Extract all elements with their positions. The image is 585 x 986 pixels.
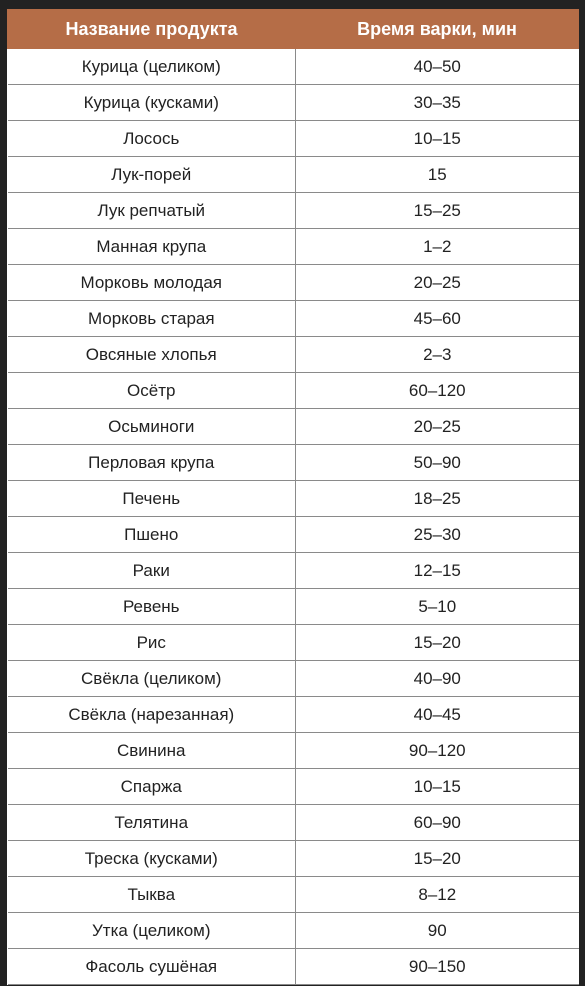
time-cell: 15–25 [296,193,579,229]
time-cell: 90 [296,913,579,949]
table-row [8,913,579,949]
time-cell: 40–90 [296,661,579,697]
header-row [8,10,579,49]
product-cell: Печень [8,481,296,517]
product-cell: Осьминоги [8,409,296,445]
product-cell: Лосось [8,121,296,157]
time-cell: 20–25 [296,265,579,301]
time-cell: 10–15 [296,769,579,805]
product-cell: Фасоль сушёная [8,949,296,985]
time-cell: 50–90 [296,445,579,481]
product-cell: Рис [8,625,296,661]
table-row [8,85,579,121]
table-row [8,769,579,805]
time-cell: 40–50 [296,49,579,85]
table-row [8,553,579,589]
product-cell: Морковь старая [8,301,296,337]
product-cell: Лук репчатый [8,193,296,229]
product-cell: Манная крупа [8,229,296,265]
table-row [8,157,579,193]
time-cell: 8–12 [296,877,579,913]
product-cell: Треска (кусками) [8,841,296,877]
product-cell: Тыква [8,877,296,913]
time-cell: 20–25 [296,409,579,445]
time-cell: 45–60 [296,301,579,337]
product-cell: Курица (кусками) [8,85,296,121]
product-cell: Морковь молодая [8,265,296,301]
time-cell: 15–20 [296,625,579,661]
table-row [8,841,579,877]
time-cell: 40–45 [296,697,579,733]
table-row [8,589,579,625]
table-row [8,373,579,409]
time-cell: 90–150 [296,949,579,985]
product-cell: Пшено [8,517,296,553]
time-cell: 15–20 [296,841,579,877]
product-cell: Осётр [8,373,296,409]
time-cell: 1–2 [296,229,579,265]
table-row [8,121,579,157]
table-row [8,337,579,373]
table-row [8,733,579,769]
table-row [8,517,579,553]
table-row [8,877,579,913]
time-cell: 10–15 [296,121,579,157]
table-row [8,661,579,697]
product-cell: Телятина [8,805,296,841]
table-row [8,49,579,85]
product-cell: Ревень [8,589,296,625]
time-cell: 25–30 [296,517,579,553]
product-cell: Курица (целиком) [8,49,296,85]
product-cell: Свёкла (нарезанная) [8,697,296,733]
table-row [8,229,579,265]
product-cell: Овсяные хлопья [8,337,296,373]
time-cell: 90–120 [296,733,579,769]
cooking-time-table [7,9,579,985]
table-row [8,949,579,985]
table-row [8,625,579,661]
time-cell: 5–10 [296,589,579,625]
product-cell: Раки [8,553,296,589]
time-cell: 2–3 [296,337,579,373]
product-cell: Утка (целиком) [8,913,296,949]
time-cell: 18–25 [296,481,579,517]
time-cell: 60–120 [296,373,579,409]
table-row [8,697,579,733]
product-cell: Свинина [8,733,296,769]
table-row [8,481,579,517]
table-row [8,301,579,337]
table-body [8,49,579,985]
product-cell: Спаржа [8,769,296,805]
time-cell: 12–15 [296,553,579,589]
table-row [8,805,579,841]
time-cell: 60–90 [296,805,579,841]
table-row [8,445,579,481]
product-cell: Лук-порей [8,157,296,193]
time-cell: 30–35 [296,85,579,121]
product-cell: Свёкла (целиком) [8,661,296,697]
product-cell: Перловая крупа [8,445,296,481]
header-time: Время варки, мин [296,10,579,49]
header-product: Название продукта [8,10,296,49]
time-cell: 15 [296,157,579,193]
table-row [8,265,579,301]
table-row [8,193,579,229]
table-row [8,409,579,445]
